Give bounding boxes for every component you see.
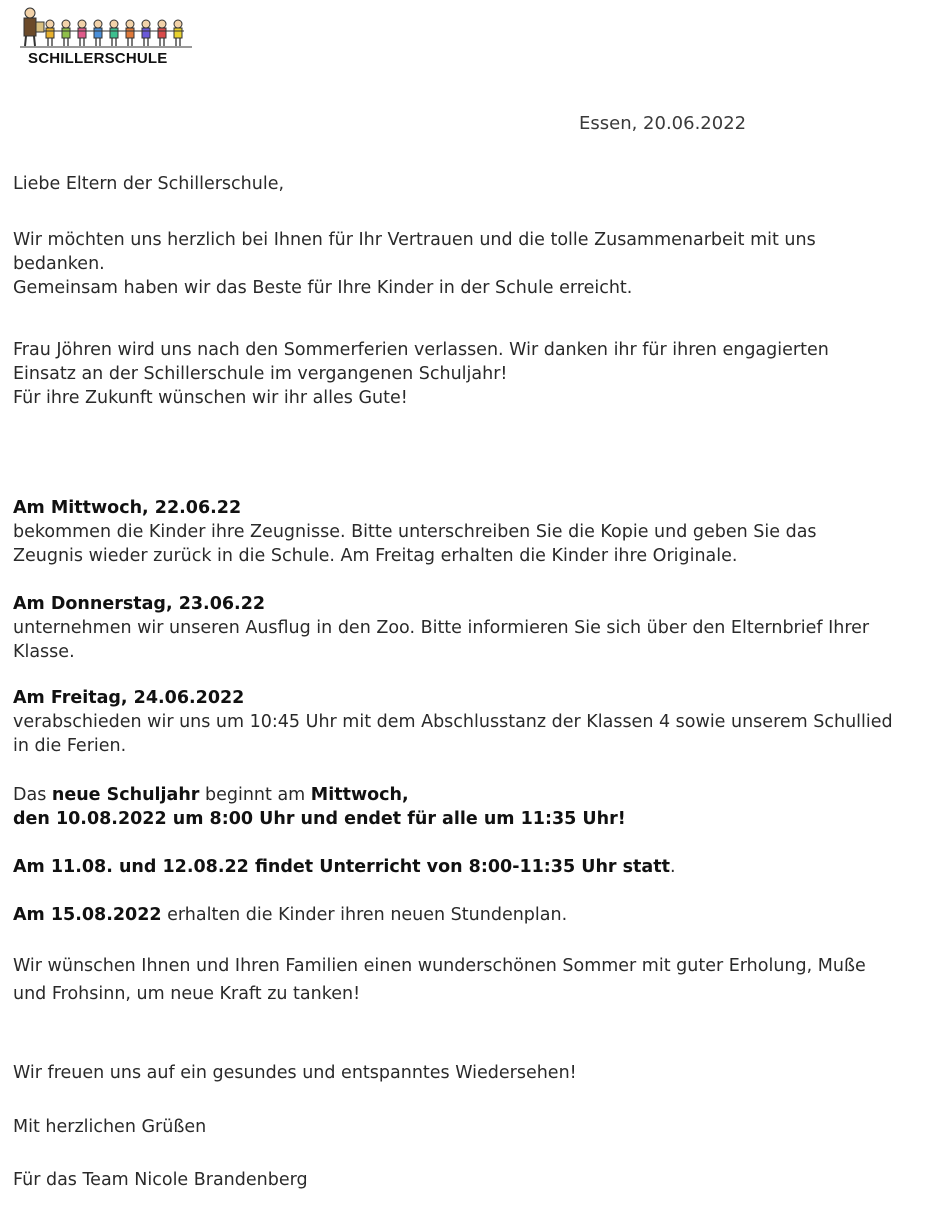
thanks-paragraph (13, 228, 938, 300)
wishes-paragraph (13, 952, 938, 1008)
closing-line: Mit herzlichen Grüßen (13, 1117, 207, 1137)
greeting: Liebe Eltern der Schillerschule, (13, 174, 285, 194)
new-school-year (13, 783, 938, 831)
event-friday (13, 686, 938, 758)
thanks-line: Wir möchten uns herzlich bei Ihnen für Ihr Vertrauen und die tolle Zusammenarbeit mit uns (13, 230, 816, 250)
event-text: Zeugnis wieder zurück in die Schule. Am Freitag erhalten die Kinder ihre Originale. (13, 546, 738, 566)
wishes-line: und Frohsinn, um neue Kraft zu tanken! (13, 984, 361, 1004)
new-year-text: beginnt am (199, 785, 311, 805)
event-text: verabschieden wir uns um 10:45 Uhr mit dem Abschlusstanz der Klassen 4 sowie unserem Schullied (13, 712, 893, 732)
children-holding-hands-icon (16, 4, 196, 52)
farewell-line: Frau Jöhren wird uns nach den Sommerferien verlassen. Wir danken ihr für ihren engagierten (13, 340, 829, 360)
event-thursday (13, 592, 938, 664)
reunion-line: Wir freuen uns auf ein gesundes und entspanntes Wiedersehen! (13, 1063, 577, 1083)
thanks-line: Gemeinsam haben wir das Beste für Ihre Kinder in der Schule erreicht. (13, 278, 633, 298)
farewell-line: Für ihre Zukunft wünschen wir ihr alles Gute! (13, 388, 408, 408)
timetable-info (13, 903, 938, 927)
logo-text: SCHILLERSCHULE (28, 50, 168, 67)
signature-line: Für das Team Nicole Brandenberg (13, 1170, 308, 1190)
lessons-info (13, 855, 938, 879)
event-text: unternehmen wir unseren Ausflug in den Zoo. Bitte informieren Sie sich über den Elternbrief Ihrer (13, 618, 870, 638)
timetable-bold: Am 15.08.2022 (13, 905, 162, 925)
event-text: in die Ferien. (13, 736, 127, 756)
school-logo (16, 4, 196, 66)
letter-date: Essen, 20.06.2022 (579, 113, 747, 134)
event-heading: Am Donnerstag, 23.06.22 (13, 594, 266, 614)
event-text: bekommen die Kinder ihre Zeugnisse. Bitte unterschreiben Sie die Kopie und geben Sie das (13, 522, 817, 542)
event-heading: Am Freitag, 24.06.2022 (13, 688, 245, 708)
new-year-line (13, 783, 938, 807)
event-heading: Am Mittwoch, 22.06.22 (13, 498, 242, 518)
new-year-bold: Mittwoch, (310, 785, 409, 805)
thanks-line: bedanken. (13, 254, 105, 274)
lessons-bold: Am 11.08. und 12.08.22 findet Unterricht von 8:00-11:35 Uhr statt (13, 857, 670, 877)
farewell-paragraph (13, 338, 938, 410)
lessons-rest: . (669, 857, 676, 877)
event-wednesday (13, 496, 938, 568)
new-year-bold: neue Schuljahr (51, 785, 200, 805)
new-year-text: Das (13, 785, 52, 805)
new-year-date-line: den 10.08.2022 um 8:00 Uhr und endet für alle um 11:35 Uhr! (13, 809, 626, 829)
wishes-line: Wir wünschen Ihnen und Ihren Familien einen wunderschönen Sommer mit guter Erholung, Muße (13, 956, 866, 976)
timetable-rest: erhalten die Kinder ihren neuen Stundenplan. (161, 905, 568, 925)
event-text: Klasse. (13, 642, 75, 662)
farewell-line: Einsatz an der Schillerschule im vergangenen Schuljahr! (13, 364, 508, 384)
